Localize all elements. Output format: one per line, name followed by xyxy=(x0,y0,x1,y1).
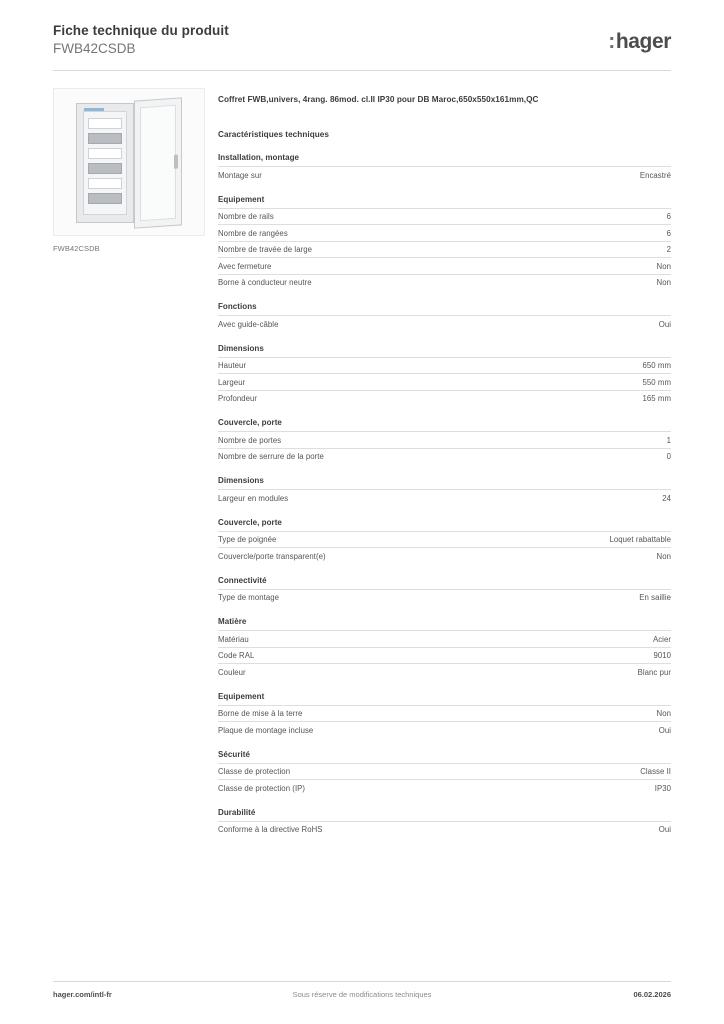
spec-label: Classe de protection (IP) xyxy=(218,783,306,793)
enclosure-body-illustration xyxy=(76,103,134,223)
footer-disclaimer: Sous réserve de modifications techniques xyxy=(292,990,432,999)
spec-value: 24 xyxy=(662,493,671,503)
product-image xyxy=(53,88,205,236)
spec-label: Type de montage xyxy=(218,593,280,602)
page-footer xyxy=(53,990,671,1004)
spec-value: 1 xyxy=(666,435,671,445)
spec-value: 165 mm xyxy=(642,394,671,403)
spec-value: Non xyxy=(656,709,671,718)
spec-group xyxy=(218,518,671,564)
spec-value: Non xyxy=(656,551,671,561)
spec-row xyxy=(218,431,671,448)
spec-label: Nombre de portes xyxy=(218,435,282,445)
spec-row xyxy=(218,647,671,664)
enclosure-din-row xyxy=(88,133,122,144)
spec-value: Loquet rabattable xyxy=(609,535,671,544)
spec-group xyxy=(218,476,671,506)
spec-value: 650 mm xyxy=(642,361,671,370)
logo-wordmark: hager xyxy=(615,30,671,53)
spec-value: 6 xyxy=(666,212,671,221)
spec-label: Avec guide-câble xyxy=(218,319,279,329)
spec-value: En saillie xyxy=(639,593,671,602)
spec-label: Code RAL xyxy=(218,651,255,660)
spec-row xyxy=(218,589,671,606)
spec-group-title: Dimensions xyxy=(218,343,264,353)
spec-row xyxy=(218,166,671,183)
specifications-content xyxy=(218,94,671,837)
page-title: Fiche technique du produit xyxy=(53,23,229,38)
spec-row xyxy=(218,208,671,225)
spec-row xyxy=(218,224,671,241)
spec-group-title: Equipement xyxy=(218,194,265,204)
spec-row xyxy=(218,315,671,332)
spec-label: Largeur en modules xyxy=(218,493,289,503)
spec-label: Classe de protection xyxy=(218,767,291,776)
spec-row xyxy=(218,763,671,780)
enclosure-din-row xyxy=(88,178,122,189)
spec-label: Nombre de rails xyxy=(218,212,274,221)
spec-group xyxy=(218,617,671,680)
spec-value: 2 xyxy=(666,245,671,254)
spec-label: Borne à conducteur neutre xyxy=(218,278,312,287)
product-description: Coffret FWB,univers, 4rang. 86mod. cl.II IP30 pour DB Maroc,650x550x161mm,QC xyxy=(218,95,539,104)
spec-row xyxy=(218,663,671,680)
product-figure xyxy=(53,88,205,253)
spec-label: Nombre de serrure de la porte xyxy=(218,452,324,461)
enclosure-din-row xyxy=(88,193,122,204)
spec-label: Hauteur xyxy=(218,361,247,370)
spec-value: Oui xyxy=(658,825,671,834)
spec-row xyxy=(218,257,671,274)
enclosure-interior xyxy=(83,111,127,215)
spec-group-title: Matière xyxy=(218,617,247,626)
page-header xyxy=(53,22,671,66)
spec-group-title: Connectivité xyxy=(218,575,267,585)
spec-value: IP30 xyxy=(654,783,671,793)
spec-group xyxy=(218,302,671,332)
page-subtitle-product-code: FWB42CSDB xyxy=(53,41,136,56)
spec-label: Borne de mise à la terre xyxy=(218,709,303,718)
spec-row xyxy=(218,531,671,548)
spec-value: 550 mm xyxy=(642,377,671,387)
enclosure-din-row xyxy=(88,163,122,174)
spec-row xyxy=(218,373,671,390)
spec-label: Matériau xyxy=(218,634,249,644)
spec-label: Plaque de montage incluse xyxy=(218,725,314,735)
spec-group xyxy=(218,153,671,183)
spec-row xyxy=(218,489,671,506)
spec-row xyxy=(218,821,671,838)
enclosure-door-illustration xyxy=(134,97,182,228)
spec-value: Classe II xyxy=(640,767,671,776)
spec-row xyxy=(218,721,671,738)
spec-value: Non xyxy=(656,278,671,287)
footer-website-link[interactable]: hager.com/intl-fr xyxy=(53,990,112,999)
spec-row xyxy=(218,357,671,374)
spec-label: Nombre de rangées xyxy=(218,228,288,238)
enclosure-door-panel xyxy=(140,105,176,222)
spec-row xyxy=(218,448,671,465)
spec-value: Non xyxy=(656,261,671,271)
spec-row xyxy=(218,241,671,258)
spec-row xyxy=(218,547,671,564)
spec-label: Profondeur xyxy=(218,394,258,403)
spec-value: Oui xyxy=(658,725,671,735)
spec-group-title: Couvercle, porte xyxy=(218,517,282,527)
spec-label: Type de poignée xyxy=(218,535,277,544)
spec-group-title: Dimensions xyxy=(218,476,264,485)
spec-label: Couleur xyxy=(218,667,246,677)
hager-logo xyxy=(608,30,671,54)
spec-row xyxy=(218,705,671,722)
spec-label: Montage sur xyxy=(218,170,262,180)
spec-group-title: Couvercle, porte xyxy=(218,418,282,427)
spec-group-title: Sécurité xyxy=(218,749,250,759)
specs-section-title: Caractéristiques techniques xyxy=(218,130,330,139)
spec-label: Conforme à la directive RoHS xyxy=(218,825,323,834)
spec-value: Blanc pur xyxy=(637,667,671,677)
spec-row xyxy=(218,779,671,796)
product-image-caption: FWB42CSDB xyxy=(53,244,100,253)
spec-value: Encastré xyxy=(639,170,671,180)
spec-group-title: Equipement xyxy=(218,691,265,701)
spec-group xyxy=(218,750,671,796)
spec-value: 6 xyxy=(666,228,671,238)
spec-value: 0 xyxy=(666,452,671,461)
footer-date: 06.02.2026 xyxy=(633,990,671,999)
spec-value: Acier xyxy=(652,634,671,644)
spec-label: Largeur xyxy=(218,377,246,387)
enclosure-door-handle xyxy=(174,155,178,169)
spec-group xyxy=(218,195,671,291)
spec-group-title: Fonctions xyxy=(218,302,257,311)
spec-group xyxy=(218,344,671,407)
spec-label: Couvercle/porte transparent(e) xyxy=(218,551,326,561)
spec-group-title: Durabilité xyxy=(218,807,256,817)
spec-group-title: Installation, montage xyxy=(218,153,300,162)
spec-group-list xyxy=(218,153,671,837)
spec-row xyxy=(218,390,671,407)
enclosure-din-row xyxy=(88,118,122,129)
spec-value: Oui xyxy=(658,319,671,329)
spec-label: Nombre de travée de large xyxy=(218,245,312,254)
spec-group xyxy=(218,692,671,738)
enclosure-din-row xyxy=(88,148,122,159)
spec-label: Avec fermeture xyxy=(218,261,272,271)
spec-row xyxy=(218,630,671,647)
footer-divider xyxy=(53,981,671,982)
header-divider xyxy=(53,70,671,71)
spec-group xyxy=(218,418,671,464)
spec-row xyxy=(218,274,671,291)
logo-colon-mark: : xyxy=(608,30,615,53)
spec-group xyxy=(218,808,671,838)
spec-value: 9010 xyxy=(653,651,671,660)
spec-group xyxy=(218,576,671,606)
